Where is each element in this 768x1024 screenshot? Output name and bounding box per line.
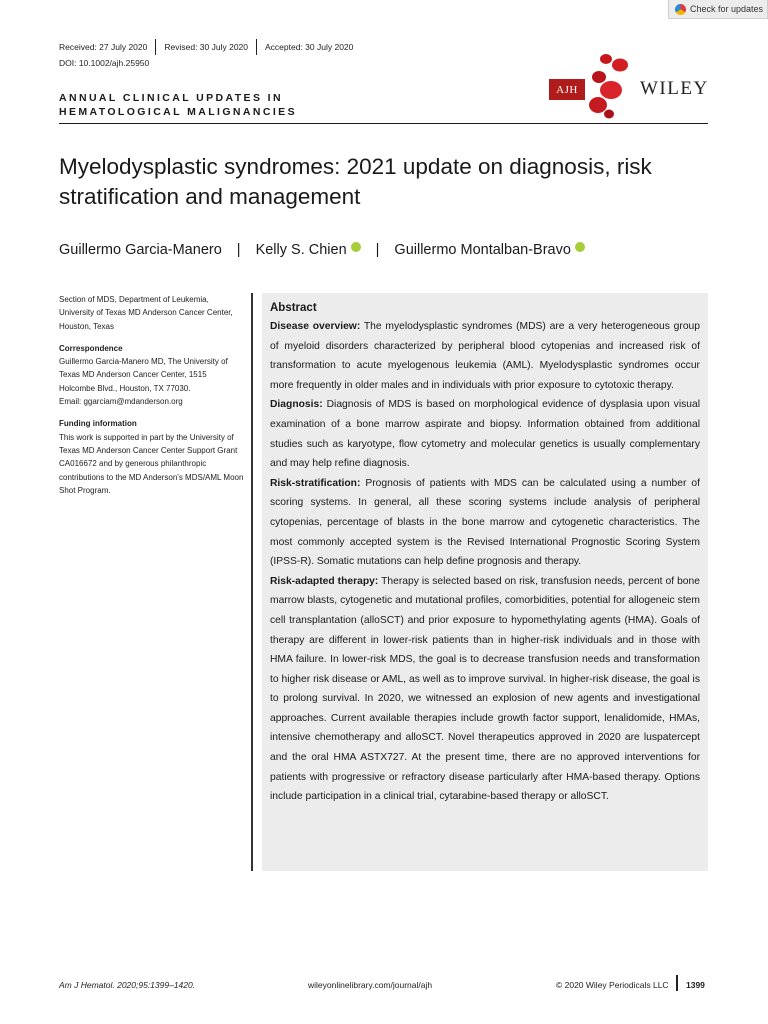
section-label: Risk-stratification: bbox=[270, 477, 361, 489]
accepted-date: Accepted: 30 July 2020 bbox=[265, 42, 354, 52]
abstract-section bbox=[270, 317, 700, 395]
blood-cell bbox=[600, 81, 622, 99]
affiliation-column bbox=[59, 293, 244, 497]
section-text: Therapy is selected based on risk, transfusion needs, percent of bone marrow blasts, cytogenetic and mutational profiles, comorbidities, potential for allogeneic stem cell transplantation (alloSCT) and prior exposure to hypomethylating agents (HMA). Goals of therapy are different in lower-risk patients than in higher-risk individuals and in those with HMA failure. In lower-risk MDS, the goal is to decrease transfusion needs and transformation to higher risk disease or AML, as well as to improve survival. In higher-risk disease, the goal is to prolong survival. In 2020, we witnessed an explosion of new agents and investigational approaches. Current available therapies include growth factor support, lenalidomide, HMAs, intensive chemotherapy and alloSCT. Novel therapeutics approved in 2020 are luspatercept and the oral HMA ASTX727. At the present time, there are no approved interventions for patients with progressive or refractory disease particularly after HMA-based therapy. Options include participation in a clinical trial, cytarabine-based therapy or alloSCT. bbox=[270, 575, 700, 803]
correspondence-heading: Correspondence bbox=[59, 343, 123, 353]
date-divider bbox=[256, 39, 257, 55]
author-separator: | bbox=[236, 242, 241, 258]
orcid-icon[interactable] bbox=[575, 242, 585, 252]
blood-cell bbox=[612, 59, 628, 72]
series-heading bbox=[59, 91, 297, 119]
title-line-1: Myelodysplastic syndromes: 2021 update on diagnosis, risk bbox=[59, 154, 652, 179]
abstract-section bbox=[270, 572, 700, 807]
funding-text: This work is supported in part by the University of Texas MD Anderson Cancer Center Support Grant CA016672 and by generous philanthropic contributions to the MD Anderson's MDS/AML Moon Shot Program. bbox=[59, 432, 244, 495]
section-text: The myelodysplastic syndromes (MDS) are a very heterogeneous group of myeloid disorders characterized by peripheral blood cytopenias and increased risk of transformation to acute myelogenous leukemia (AML). Myelodysplastic syndromes occur more frequently in older males and in individuals with prior exposure to cytotoxic therapy. bbox=[270, 321, 700, 391]
correspondence-email[interactable]: Email: ggarciam@mdanderson.org bbox=[59, 397, 183, 407]
footer-citation: Am J Hematol. 2020;95:1399–1420. bbox=[59, 980, 196, 990]
author-name[interactable]: Guillermo Garcia-Manero bbox=[59, 242, 222, 258]
footer-url[interactable]: wileyonlinelibrary.com/journal/ajh bbox=[308, 980, 433, 990]
publisher-logo: WILEY bbox=[640, 78, 709, 99]
publication-dates bbox=[59, 39, 353, 55]
section-text: Diagnosis of MDS is based on morphological evidence of dysplasia upon visual examination of a bone marrow aspirate and biopsy. Information obtained from additional studies such as karyotype, flow cytometry and molecular genetics is usually complementary and may help refine diagnosis. bbox=[270, 399, 700, 470]
journal-logo: AJH bbox=[549, 79, 585, 100]
footer-copyright: © 2020 Wiley Periodicals LLC bbox=[556, 980, 669, 990]
section-label: Diagnosis: bbox=[270, 399, 323, 411]
header-rule bbox=[59, 123, 708, 124]
check-updates-label: Check for updates bbox=[690, 4, 764, 14]
blood-cells-icon bbox=[586, 50, 638, 122]
received-date: Received: 27 July 2020 bbox=[59, 42, 148, 52]
author-name[interactable]: Kelly S. Chien bbox=[255, 242, 347, 258]
series-line-1: ANNUAL CLINICAL UPDATES IN bbox=[59, 92, 283, 104]
affiliation-text: Section of MDS, Department of Leukemia, University of Texas MD Anderson Cancer Center, Houston, Texas bbox=[59, 295, 233, 331]
column-divider bbox=[251, 293, 253, 871]
blood-cell bbox=[600, 54, 612, 64]
blood-cell bbox=[589, 97, 607, 113]
title-line-2: stratification and management bbox=[59, 184, 361, 209]
abstract-section bbox=[270, 474, 700, 572]
date-divider bbox=[155, 39, 156, 55]
correspondence-text: Guillermo Garcia-Manero MD, The University of Texas MD Anderson Cancer Center, 1515 Holcombe Blvd., Houston, TX 77030. bbox=[59, 357, 228, 393]
section-text: Prognosis of patients with MDS can be calculated using a number of scoring systems. In general, all these scoring systems include analysis of peripheral cytopenias, percentage of blasts in the bone marrow and cytogenetic characteristics. The most commonly accepted system is the Revised International Prognostic Scoring System (IPSS-R). Somatic mutations can help define prognosis and therapy. bbox=[270, 477, 700, 568]
page-number: 1399 bbox=[686, 980, 705, 990]
author-name[interactable]: Guillermo Montalban-Bravo bbox=[394, 242, 571, 258]
abstract-section bbox=[270, 395, 700, 473]
section-label: Risk-adapted therapy: bbox=[270, 575, 379, 587]
orcid-icon[interactable] bbox=[351, 242, 361, 252]
series-line-2: HEMATOLOGICAL MALIGNANCIES bbox=[59, 106, 297, 118]
revised-date: Revised: 30 July 2020 bbox=[164, 42, 249, 52]
footer-divider bbox=[676, 975, 678, 991]
funding-heading: Funding information bbox=[59, 419, 137, 429]
blood-cell bbox=[592, 71, 606, 83]
author-separator: | bbox=[375, 242, 380, 258]
author-list bbox=[59, 242, 585, 258]
blood-cell bbox=[604, 110, 614, 119]
check-for-updates-button[interactable] bbox=[668, 0, 768, 19]
abstract-heading: Abstract bbox=[270, 302, 317, 314]
section-label: Disease overview: bbox=[270, 321, 361, 332]
abstract-box bbox=[262, 293, 708, 871]
article-title bbox=[59, 152, 709, 212]
doi[interactable]: DOI: 10.1002/ajh.25950 bbox=[59, 58, 150, 68]
check-updates-icon bbox=[675, 4, 686, 15]
